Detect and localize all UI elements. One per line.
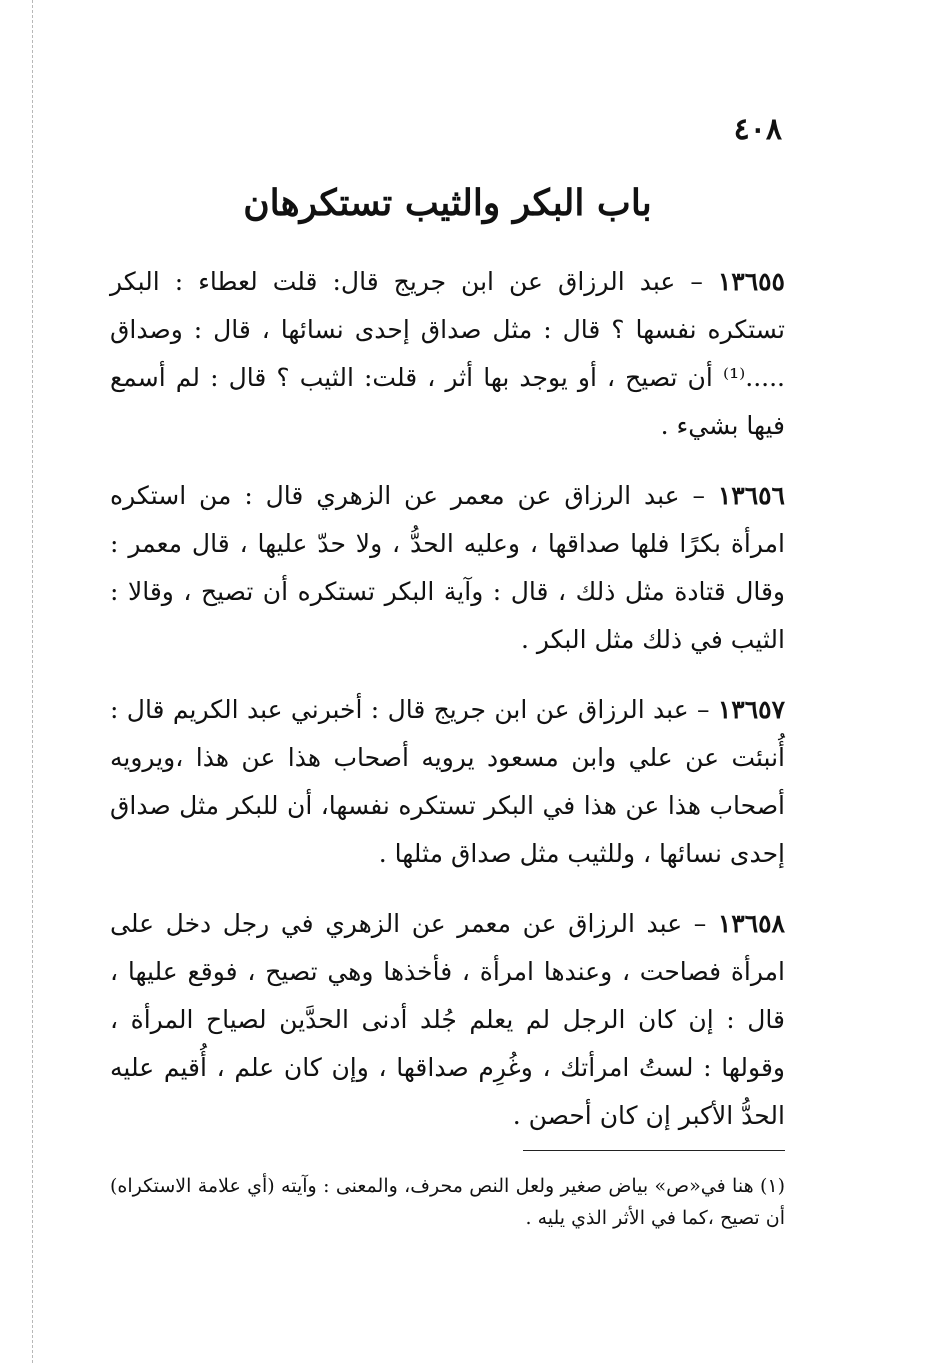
- hadith-number: ١٣٦٥٥: [717, 267, 785, 296]
- hadith-text: عبد الرزاق عن ابن جريج قال: قلت لعطاء : البكر تستكره نفسها ؟ قال : مثل صداق إحدى نسائها ، قال : وصداق .....⁽¹⁾ أن تصيح ، أو يوجد بها أثر ، قلت: الثيب ؟ قال : لم أسمع فيها بشيء .: [110, 267, 785, 440]
- hadith-dash: –: [675, 267, 703, 296]
- footnote-text: (١) هنا في«ص» بياض صغير ولعل النص محرف، والمعنى : وآيته (أي علامة الاستكراه) أن تصيح ،كما في الأثر الذي يليه .: [110, 1175, 785, 1229]
- chapter-title: باب البكر والثيب تستكرهان: [243, 182, 652, 224]
- hadith-list: [110, 258, 785, 1162]
- hadith-paragraph: [110, 472, 785, 664]
- hadith-text: عبد الرزاق عن ابن جريج قال : أخبرني عبد الكريم قال : أُنبئت عن علي وابن مسعود يرويه أصحاب هذا عن هذا ،ويرويه أصحاب هذا عن هذا في البكر تستكره نفسها، أن للبكر مثل صداق إحدى نسائها ، وللثيب مثل صداق مثلها .: [110, 695, 785, 868]
- hadith-text: عبد الرزاق عن معمر عن الزهري قال : من استكره امرأة بكرًا فلها صداقها ، وعليه الحدُّ ، ولا حدّ عليها ، قال معمر : وقال قتادة مثل ذلك ، قال : وآية البكر تستكره أن تصيح ، وقالا : الثيب في ذلك مثل البكر .: [110, 481, 785, 654]
- footnote-divider: [523, 1150, 785, 1151]
- hadith-number: ١٣٦٥٨: [717, 909, 785, 938]
- hadith-paragraph: [110, 686, 785, 878]
- hadith-dash: –: [682, 909, 707, 938]
- footnote: [110, 1170, 785, 1234]
- hadith-paragraph: [110, 900, 785, 1140]
- page-number: ٤٠٨: [733, 112, 782, 147]
- page-edge: [32, 0, 33, 1363]
- hadith-text: عبد الرزاق عن معمر عن الزهري في رجل دخل على امرأة فصاحت ، وعندها امرأة ، فأخذها وهي تصيح ، فوقع عليها ، قال : إن كان الرجل لم يعلم جُلد أدنى الحدَّين لصياح المرأة ، وقولها : لستُ امرأتك ، وغُرِم صداقها ، وإن كان علم ، أُقيم عليه الحدُّ الأكبر إن كان أحصن .: [110, 909, 785, 1130]
- hadith-number: ١٣٦٥٧: [717, 695, 785, 724]
- hadith-dash: –: [679, 481, 705, 510]
- hadith-dash: –: [688, 695, 710, 724]
- hadith-paragraph: [110, 258, 785, 450]
- hadith-number: ١٣٦٥٦: [717, 481, 785, 510]
